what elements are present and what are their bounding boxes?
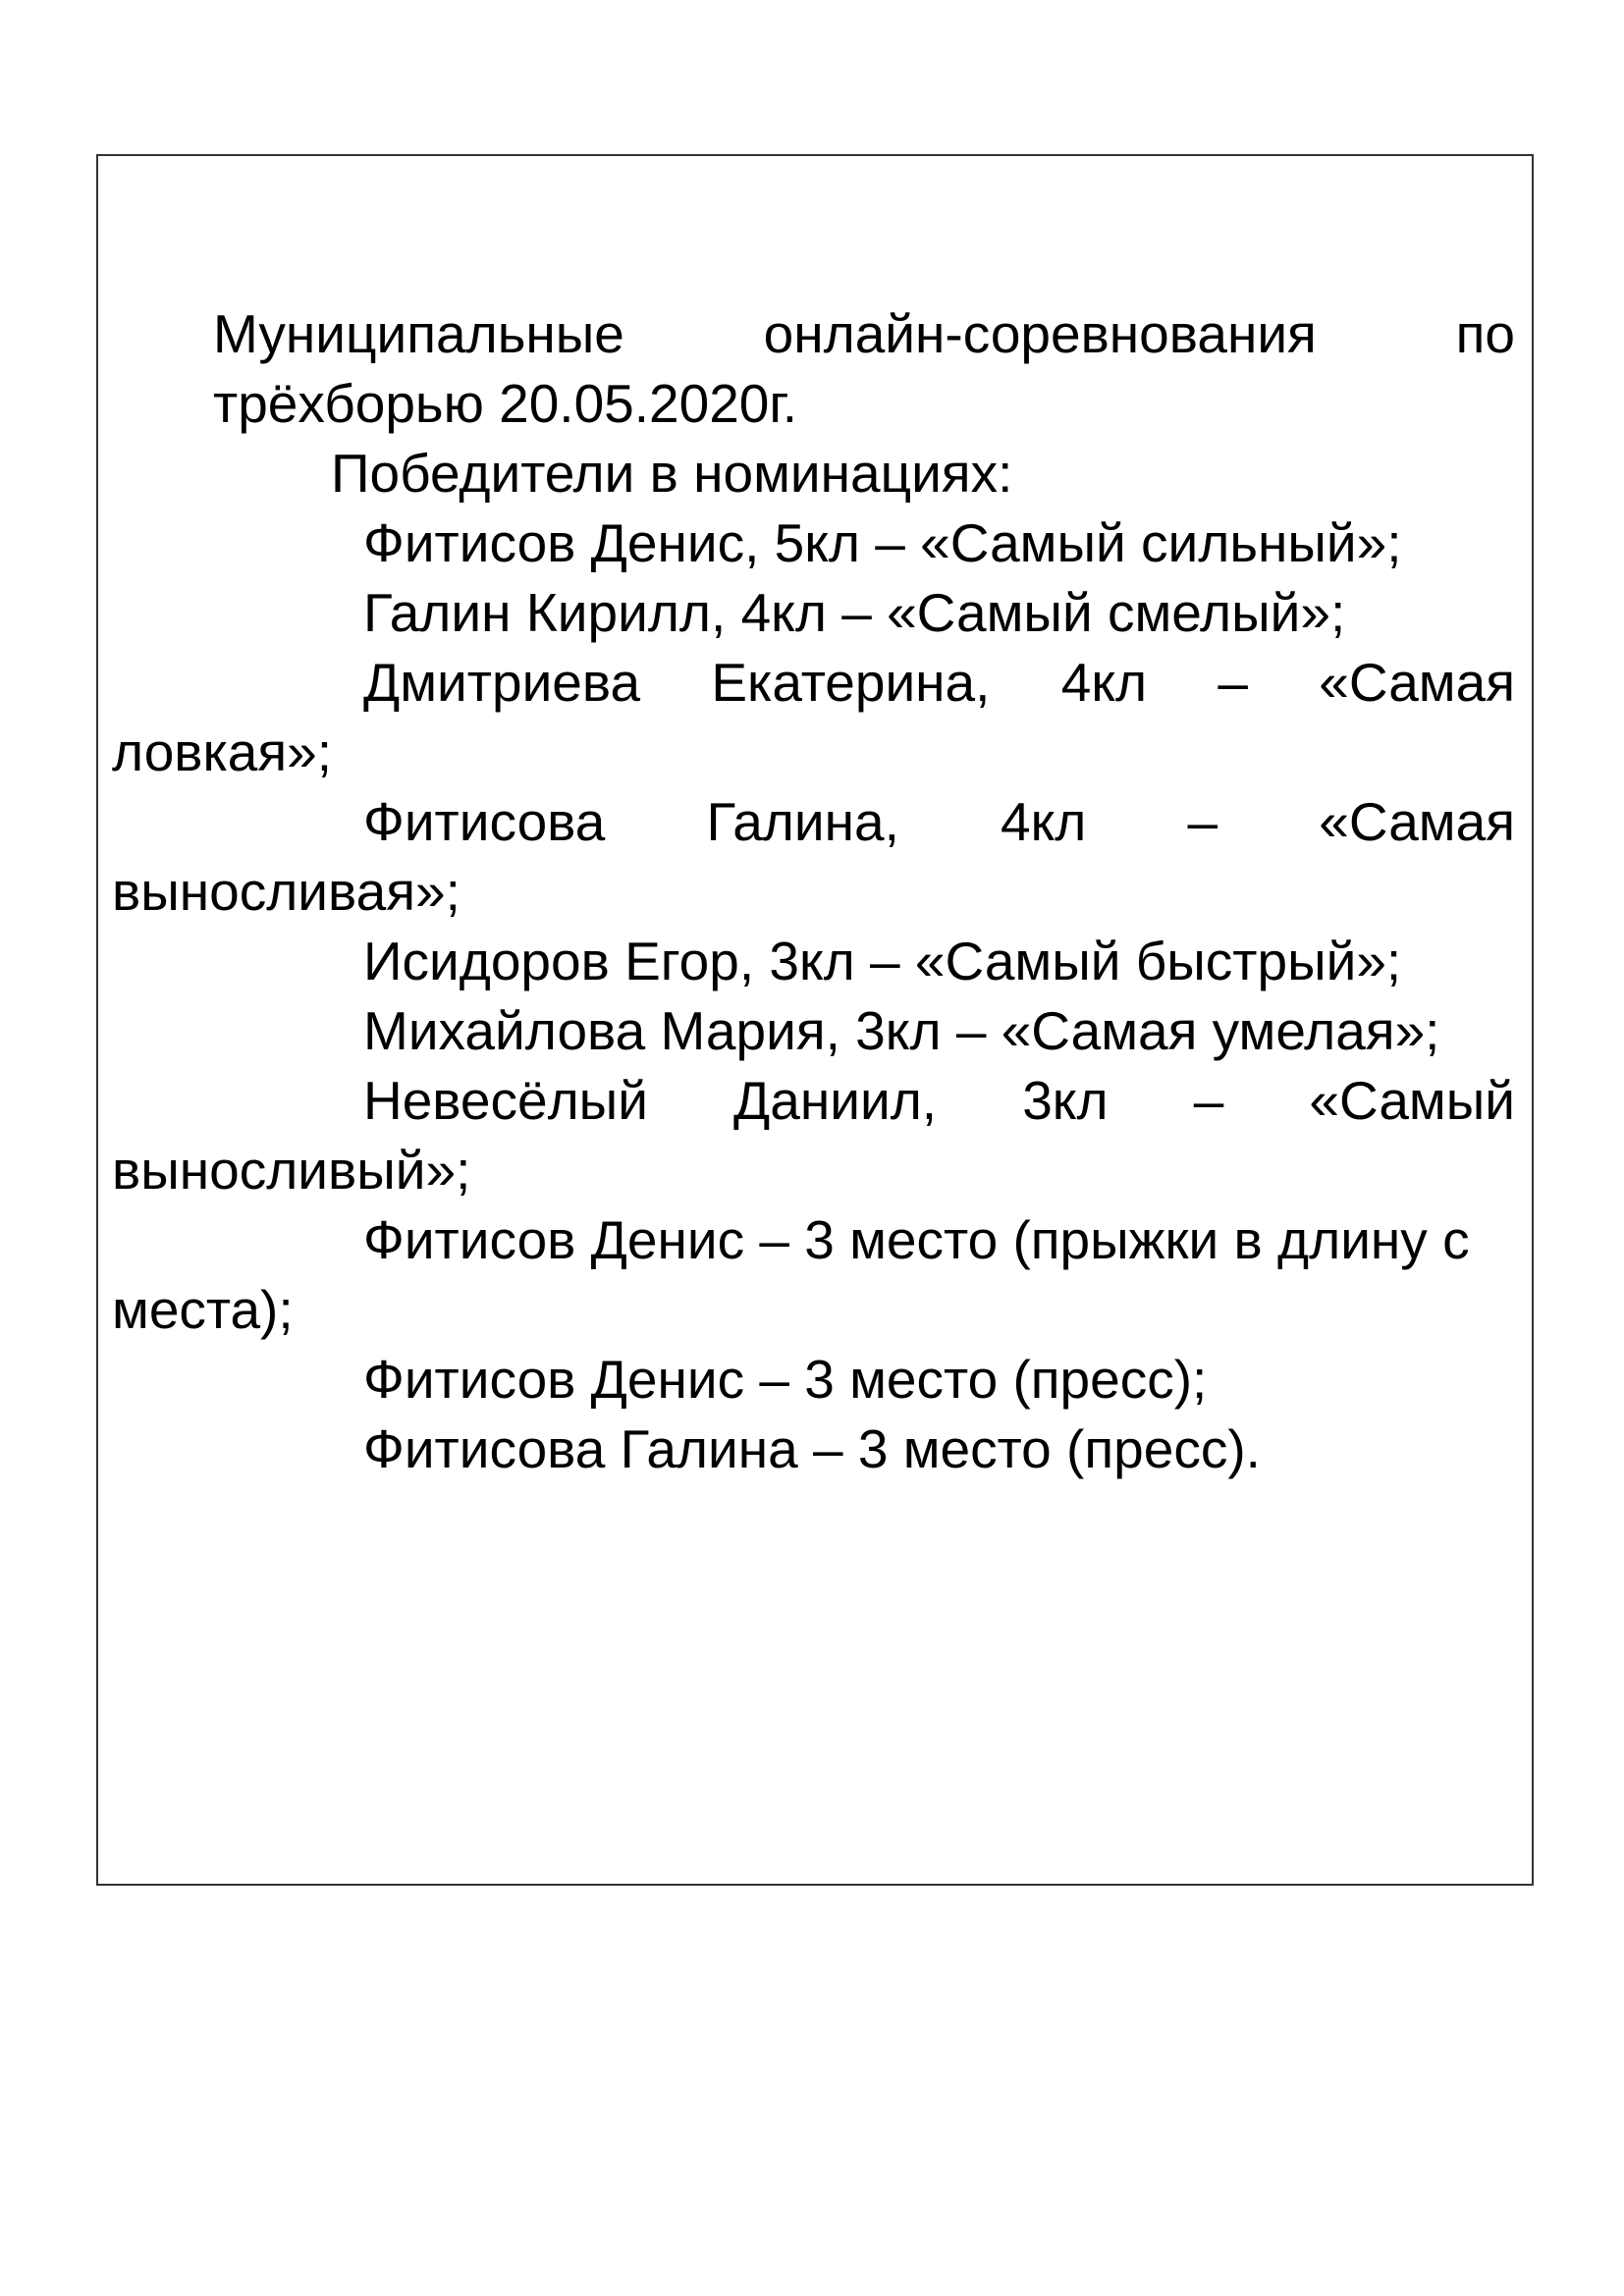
place-entry: Фитисов Денис – 3 место (прыжки в длину с места); <box>112 1209 1470 1340</box>
winner-entry: Исидоров Егор, 3кл – «Самый быстрый»; <box>363 931 1402 991</box>
document-title: Муниципальные онлайн-соревнования по трёхборью 20.05.2020г. <box>213 303 1515 434</box>
winner-entry: Невесёлый Даниил, 3кл – «Самый выносливый»; <box>112 1070 1515 1201</box>
winner-entry: Михайлова Мария, 3кл – «Самая умелая»; <box>363 1000 1440 1061</box>
document-body <box>112 299 1515 1484</box>
place-entry: Фитисова Галина – 3 место (пресс). <box>363 1418 1261 1479</box>
winner-entry: Дмитриева Екатерина, 4кл – «Самая ловкая»; <box>112 652 1515 782</box>
winner-entry: Фитисов Денис, 5кл – «Самый сильный»; <box>363 512 1402 573</box>
document-subtitle: Победители в номинациях: <box>331 443 1013 504</box>
winner-entry: Галин Кирилл, 4кл – «Самый смелый»; <box>363 582 1346 643</box>
winner-entry: Фитисова Галина, 4кл – «Самая выносливая»; <box>112 791 1515 922</box>
document-frame <box>96 154 1534 1886</box>
place-entry: Фитисов Денис – 3 место (пресс); <box>363 1349 1208 1410</box>
